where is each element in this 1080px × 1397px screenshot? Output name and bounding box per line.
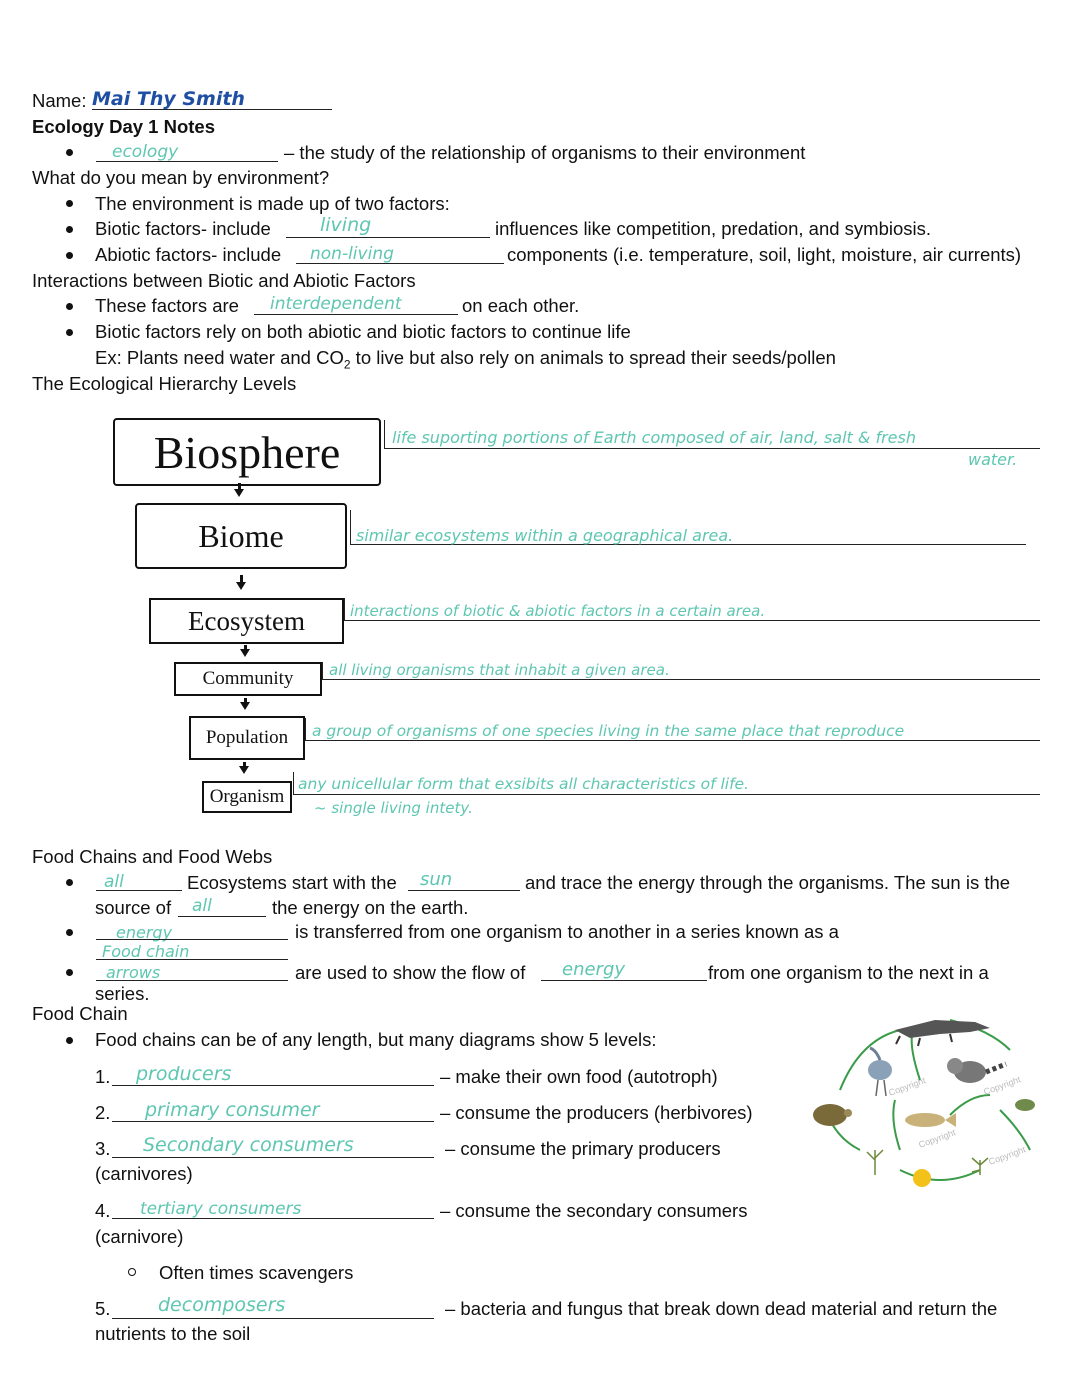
blank-line [541,980,707,981]
rely-text: Biotic factors rely on both abiotic and biotic factors to continue life [95,321,631,342]
food-blank-energy: energy [116,923,173,942]
env-question: What do you mean by environment? [32,167,330,188]
food-blank-all: all [104,872,124,892]
name-underline [92,109,332,110]
web-arrow [893,1100,900,1150]
web-arrow [840,1030,900,1090]
bullet [66,969,73,976]
web-arrow [950,1095,990,1115]
factors-are: These factors are [95,295,239,316]
blank-line [96,890,182,891]
page-title: Ecology Day 1 Notes [32,116,216,137]
blank-line [96,939,288,940]
item-desc: – make their own food (autotroph) [440,1066,718,1087]
note-line [344,598,345,620]
name-label: Name: [32,90,87,111]
alligator-icon [895,1020,990,1046]
blank-line [96,959,288,960]
blank-line [112,1121,434,1122]
item-extra: (carnivore) [95,1226,184,1247]
note-line [350,510,351,544]
food-chain-intro: Food chains can be of any length, but many diagrams show 5 levels: [95,1029,657,1050]
blank-line [296,263,504,264]
organism-box: Organism [202,781,292,813]
sub-bullet [128,1268,136,1276]
food-blank-foodchain: Food chain [102,942,190,961]
bullet [66,200,73,207]
bullet [66,252,73,259]
abiotic-blank: non-living [310,244,394,264]
fish-icon [905,1113,956,1127]
factors-tail: on each other. [462,295,580,316]
frog-icon [1015,1099,1035,1111]
watermark: Copyright [987,1144,1027,1167]
food-text: Ecosystems start with the [187,872,397,893]
item-desc: – consume the producers (herbivores) [440,1102,753,1123]
ecosystem-box: Ecosystem [149,598,344,644]
bullet [66,329,73,336]
ecology-definition: – the study of the relationship of organisms to their environment [284,142,806,163]
sun-icon [913,1169,931,1187]
hierarchy-heading: The Ecological Hierarchy Levels [32,373,297,394]
item-blank: producers [136,1063,232,1085]
blank-line [408,890,520,891]
item-blank: Secondary consumers [143,1134,354,1156]
example-text: Ex: Plants need water and $CO_2$ to live but also rely on animals to spread their seeds/pollen [95,347,836,372]
biotic-tail: influences like competition, predation, and symbiosis. [495,218,932,239]
watermark: Copyright [917,1127,957,1150]
item-desc: – bacteria and fungus that break down dead material and return the [445,1298,998,1319]
biotic-label: Biotic factors- include [95,218,271,239]
bullet [66,226,73,233]
blank-line [112,1318,434,1319]
item-number: 5. [95,1298,111,1319]
bullet [66,303,73,310]
raccoon-icon [947,1058,1006,1083]
biotic-blank: living [320,214,372,236]
food-text: and trace the energy through the organisms. The sun is the [525,872,1011,893]
organism-note-2: ~ single living intety. [314,799,473,817]
food-text: the energy on the earth. [272,897,469,918]
blank-line [96,980,288,981]
item-number: 2. [95,1102,111,1123]
population-box: Population [189,716,305,760]
food-text: are used to show the flow of [295,962,526,983]
down-arrow-icon [239,766,249,774]
biome-box: Biome [135,503,347,569]
bullet [66,1037,73,1044]
food-blank-arrows: arrows [106,963,161,982]
down-arrow-icon [236,582,246,590]
item-extra: nutrients to the soil [95,1323,251,1344]
blank-line [112,1157,434,1158]
blank-line [112,1085,434,1086]
abiotic-label: Abiotic factors- include [95,244,282,265]
name-value: Mai Thy Smith [92,88,245,110]
biome-note: similar ecosystems within a geographical area. [356,526,734,545]
scavengers-text: Often times scavengers [159,1262,354,1283]
blank-line [254,314,458,315]
food-web-image [800,1000,1050,1200]
down-arrow-icon [234,489,244,497]
population-note: a group of organisms of one species living in the same place that reproduce [312,722,905,740]
blank-line [112,1218,434,1219]
item-number: 1. [95,1066,111,1087]
food-chain-heading: Food Chain [32,1003,128,1024]
item-number: 4. [95,1200,111,1221]
item-desc: – consume the secondary consumers [440,1200,748,1221]
item-extra: (carnivores) [95,1163,193,1184]
item-blank: decomposers [158,1294,286,1316]
factors-blank: interdependent [270,294,402,314]
down-arrow-icon [240,702,250,710]
bullet [66,929,73,936]
biosphere-note-2: water. [968,450,1018,469]
biosphere-note: life suporting portions of Earth composed of air, land, salt & fresh [392,428,916,447]
biosphere-box: Biosphere [113,418,381,486]
web-arrow [1000,1110,1030,1150]
item-blank: primary consumer [145,1099,320,1121]
community-box: Community [174,662,322,696]
food-blank-all-2: all [192,896,212,916]
note-line [384,420,385,448]
env-made: The environment is made up of two factors: [95,193,450,214]
note-line [322,662,323,679]
note-line [305,718,306,740]
ecosystem-note: interactions of biotic & abiotic factors in a certain area. [350,602,766,620]
food-text: series. [95,983,150,1004]
interactions-heading: Interactions between Biotic and Abiotic Factors [32,270,416,291]
food-text: source of [95,897,172,918]
blank-line [96,161,278,162]
abiotic-tail: components (i.e. temperature, soil, light, moisture, air currents) [507,244,1022,265]
item-blank: tertiary consumers [140,1199,302,1219]
bullet [66,879,73,886]
food-text: from one organism to the next in a [708,962,989,983]
food-blank-sun: sun [420,869,453,890]
ecology-blank: ecology [112,142,179,162]
watermark: Copyright [982,1074,1022,1097]
organism-note: any unicellular form that exsibits all characteristics of life. [298,775,749,793]
food-heading: Food Chains and Food Webs [32,846,273,867]
down-arrow-icon [240,649,250,657]
blank-line [286,237,490,238]
web-arrow [900,1170,980,1180]
item-number: 3. [95,1138,111,1159]
blank-line [178,916,266,917]
food-text: is transferred from one organism to another in a series known as a [295,921,839,942]
note-line [293,772,294,794]
turtle-icon [813,1104,852,1126]
item-desc: – consume the primary producers [445,1138,721,1159]
bullet [66,149,73,156]
watermark: Copyright [887,1075,927,1098]
food-blank-energy-2: energy [562,959,626,980]
community-note: all living organisms that inhabit a given area. [329,661,670,679]
